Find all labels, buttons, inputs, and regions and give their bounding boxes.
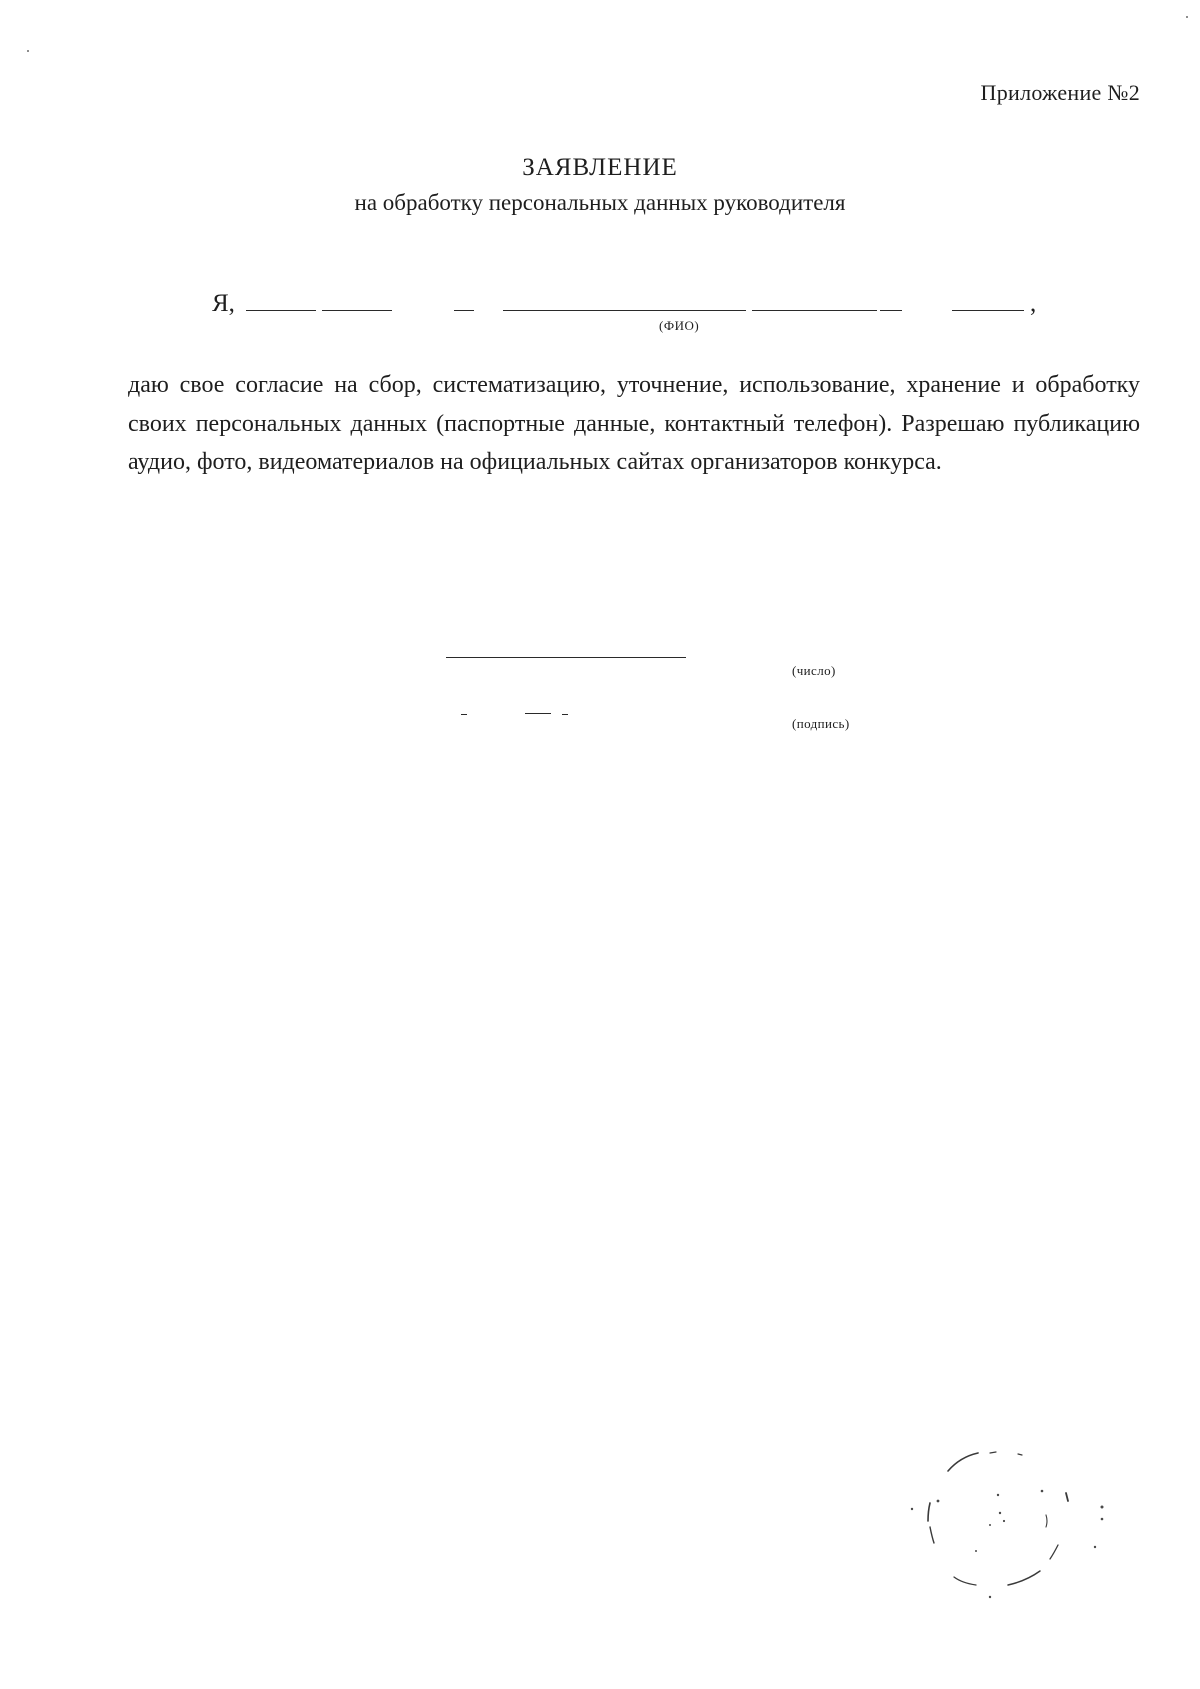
fio-caption: (ФИО): [659, 318, 700, 333]
document-subtitle: на обработку персональных данных руководителя: [354, 190, 846, 215]
signature-caption: (подпись): [792, 716, 850, 731]
document-title: ЗАЯВЛЕНИЕ: [522, 154, 678, 181]
fio-underline-segment: [952, 310, 1024, 311]
fio-underline-segment: [322, 310, 392, 311]
fio-underline-segment: [728, 310, 746, 311]
fio-underline-segment: [503, 310, 728, 311]
signature-line-fragment: [562, 714, 568, 715]
fio-line: [212, 290, 1052, 340]
consent-text: даю свое согласие на сбор, систематизацию, уточнение, использование, хранение и обработку своих персональных данных (паспортные данные, контактный телефон). Разрешаю публикацию аудио, фото, видеоматериалов на официальных сайтах организаторов конкурса.: [128, 372, 1140, 475]
signature-line-fragment: [525, 713, 551, 714]
fio-underline-segment: [752, 310, 877, 311]
fio-underline-segment: [246, 310, 316, 311]
fio-underline-segment: [454, 310, 474, 311]
fio-underline-segment: [880, 310, 902, 311]
fio-prefix: Я,: [212, 290, 235, 317]
date-line: [446, 657, 686, 658]
appendix-label: Приложение №2: [980, 80, 1140, 105]
stamp-mark: [890, 1435, 1120, 1615]
scan-speck: [1186, 16, 1188, 18]
fio-suffix: ,: [1030, 290, 1037, 317]
date-caption: (число): [792, 663, 836, 678]
signature-line-fragment: [461, 714, 467, 715]
scan-speck: [27, 50, 29, 52]
